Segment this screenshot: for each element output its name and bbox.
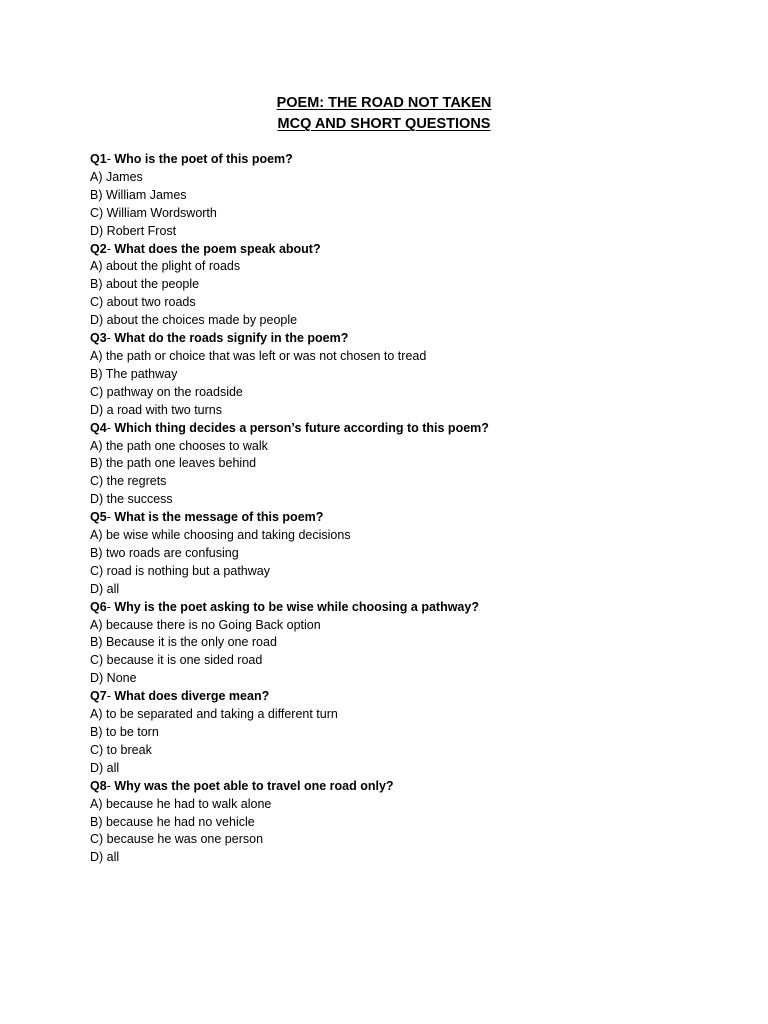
question-separator: -	[106, 689, 115, 704]
option-d: D) the success	[90, 492, 173, 507]
option-c: C) William Wordsworth	[90, 205, 217, 220]
question-separator: -	[106, 510, 115, 525]
question-text: What do the roads signify in the poem?	[114, 331, 349, 346]
option-a: A) the path or choice that was left or was not chosen to tread	[90, 348, 427, 363]
question-number: Q5	[90, 510, 107, 525]
option-d: D) Robert Frost	[90, 223, 177, 238]
option-d: D) None	[90, 671, 137, 686]
option-a: A) about the plight of roads	[90, 259, 241, 274]
question-heading	[90, 599, 730, 617]
question-heading	[90, 330, 730, 348]
question-list	[90, 151, 730, 867]
question-number: Q4	[90, 420, 107, 435]
question-heading	[90, 151, 730, 169]
question-7	[90, 688, 730, 778]
question-6	[90, 599, 730, 689]
question-text: Which thing decides a person’s future according to this poem?	[114, 420, 489, 435]
option-c: C) pathway on the roadside	[90, 384, 243, 399]
question-heading	[90, 509, 730, 527]
option-a: A) because there is no Going Back option	[90, 617, 321, 632]
question-number: Q6	[90, 599, 107, 614]
option-c: C) the regrets	[90, 474, 167, 489]
option-b: B) to be torn	[90, 725, 159, 739]
option-d: D) all	[90, 581, 120, 596]
question-3	[90, 330, 730, 420]
title-line-1: POEM: THE ROAD NOT TAKEN	[276, 95, 492, 111]
option-a: A) the path one chooses to walk	[90, 438, 268, 453]
option-b: B) the path one leaves behind	[90, 456, 257, 471]
option-b: B) Because it is the only one road	[90, 635, 277, 650]
option-b: B) two roads are confusing	[90, 545, 239, 560]
option-a: A) be wise while choosing and taking decisions	[90, 528, 351, 543]
question-heading	[90, 778, 730, 796]
question-separator: -	[106, 241, 115, 256]
option-b: B) because he had no vehicle	[90, 814, 255, 829]
question-text: Why is the poet asking to be wise while choosing a pathway?	[114, 599, 479, 614]
question-text: What does diverge mean?	[114, 689, 270, 704]
option-a: A) to be separated and taking a different turn	[90, 707, 338, 722]
title-line-2: MCQ AND SHORT QUESTIONS	[277, 116, 491, 132]
question-separator: -	[106, 331, 115, 346]
question-text: Why was the poet able to travel one road only?	[114, 778, 394, 793]
question-text: Who is the poet of this poem?	[114, 152, 293, 166]
option-c: C) because it is one sided road	[90, 653, 263, 668]
option-d: D) about the choices made by people	[90, 313, 298, 328]
question-8	[90, 778, 730, 868]
option-b: B) about the people	[90, 277, 200, 292]
question-5	[90, 509, 730, 599]
option-b: B) William James	[90, 187, 187, 202]
question-number: Q1	[90, 152, 107, 166]
question-2	[90, 241, 730, 331]
option-b: B) The pathway	[90, 366, 178, 381]
option-c: C) about two roads	[90, 295, 196, 310]
question-number: Q7	[90, 689, 107, 704]
question-number: Q3	[90, 331, 107, 346]
question-heading	[90, 688, 730, 706]
question-heading	[90, 420, 730, 438]
question-separator: -	[106, 420, 115, 435]
option-c: C) to break	[90, 742, 152, 757]
question-number: Q8	[90, 778, 107, 793]
option-c: C) road is nothing but a pathway	[90, 563, 270, 578]
question-separator: -	[106, 152, 115, 166]
option-c: C) because he was one person	[90, 832, 264, 847]
document-title	[0, 93, 768, 135]
question-heading	[90, 241, 730, 259]
option-d: D) all	[90, 850, 120, 865]
option-a: A) because he had to walk alone	[90, 796, 272, 811]
question-separator: -	[106, 599, 115, 614]
question-separator: -	[106, 778, 115, 793]
question-1	[90, 151, 730, 241]
option-d: D) all	[90, 760, 120, 775]
option-a: A) James	[90, 169, 143, 184]
question-text: What does the poem speak about?	[114, 241, 321, 256]
option-d: D) a road with two turns	[90, 402, 222, 417]
question-4	[90, 420, 730, 510]
question-number: Q2	[90, 241, 107, 256]
question-text: What is the message of this poem?	[114, 510, 324, 525]
